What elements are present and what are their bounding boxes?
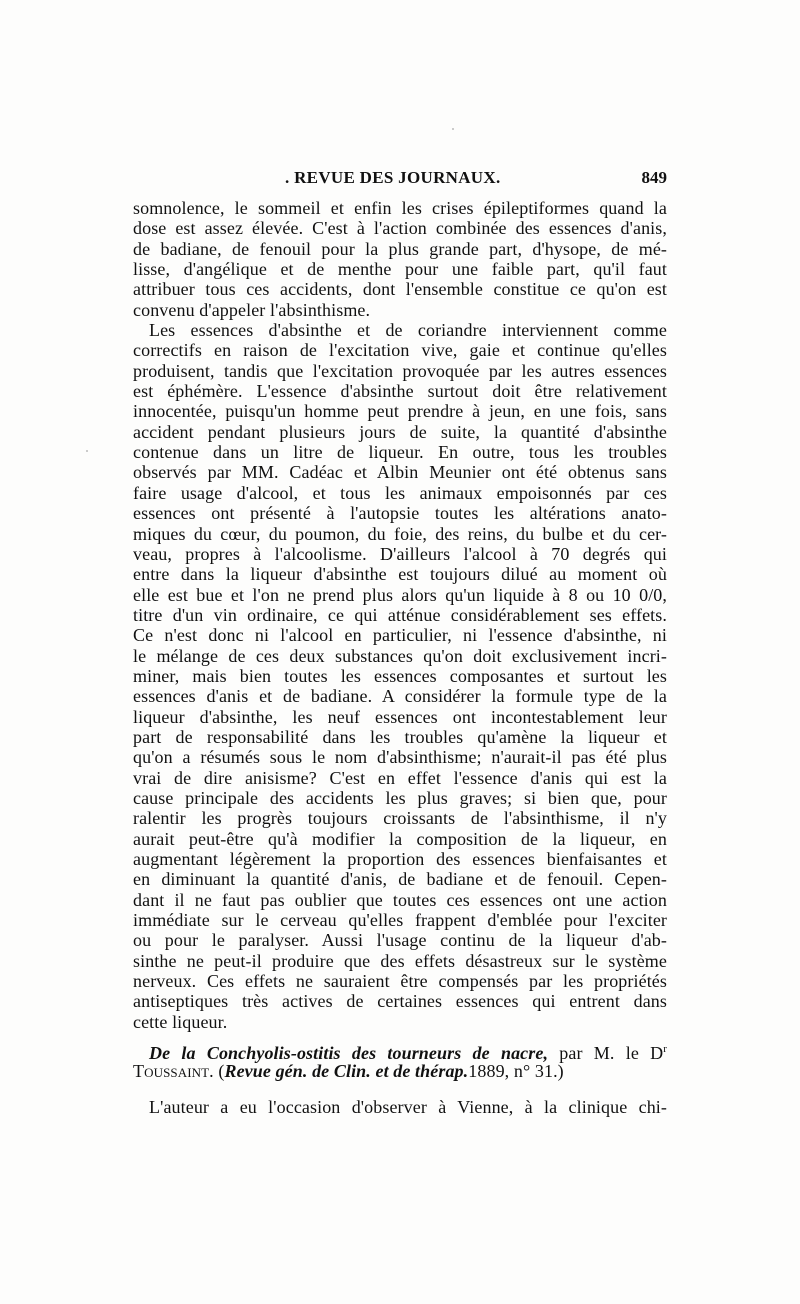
- text-line: miques du cœur, du poumon, du foie, des reins, du bulbe et du cer-: [133, 523, 667, 544]
- text-line: sinthe ne peut-il produire que des effets désastreux sur le système: [133, 950, 667, 971]
- text-line: somnolence, le sommeil et enfin les crises épileptiformes quand la: [133, 198, 667, 218]
- body-paragraphs: [133, 198, 667, 1032]
- text-line: correctifs en raison de l'excitation vive, gaie et continue qu'elles: [133, 340, 667, 361]
- ref-open: (: [213, 1061, 225, 1081]
- article-section: [133, 1038, 667, 1118]
- page-header: [133, 168, 667, 192]
- text-line: antiseptiques très actives de certaines essences qui entrent dans: [133, 991, 667, 1012]
- text-line: cause principale des accidents les plus graves; si bien que, pour: [133, 787, 667, 808]
- text-line: liqueur d'absinthe, les neuf essences ont incontestablement leur: [133, 706, 667, 727]
- text-line: convenu d'appeler l'absinthisme.: [133, 299, 371, 320]
- article-reference-line: [133, 1060, 667, 1082]
- text-line: aurait peut-être qu'à modifier la composition de la liqueur, en: [133, 828, 667, 849]
- text-line: est éphémère. L'essence d'absinthe surtout doit être relativement: [133, 381, 667, 402]
- text-line: entre dans la liqueur d'absinthe est toujours dilué au moment où: [133, 564, 667, 585]
- text-line: contenue dans un litre de liqueur. En outre, tous les troubles: [133, 442, 667, 463]
- text-line: part de responsabilité dans les troubles qu'amène la liqueur et: [133, 726, 667, 747]
- article-title-line: [133, 1038, 667, 1063]
- text-line: le mélange de ces deux substances qu'on doit exclusivement incri-: [133, 645, 667, 666]
- text-line: accident pendant plusieurs jours de suite, la quantité d'absinthe: [133, 421, 667, 442]
- text-line: cette liqueur.: [133, 1011, 228, 1032]
- text-line: nerveux. Ces effets ne sauraient être compensés par les propriétés: [133, 971, 667, 992]
- page-number: 849: [641, 168, 667, 187]
- text-line: miner, mais bien toutes les essences composantes et surtout les: [133, 665, 667, 686]
- text-line: de badiane, de fenouil pour la plus grande part, d'hysope, de mé-: [133, 238, 667, 259]
- running-title: . REVUE DES JOURNAUX.: [285, 168, 501, 187]
- text-line: elle est bue et l'on ne prend plus alors qu'un liquide à 8 ou 10 0/0,: [133, 584, 667, 605]
- journal-name: Revue gén. de Clin. et de thérap.: [224, 1061, 469, 1081]
- text-line: qu'on a résumés sous le nom d'absinthisme; n'aurait-il pas été plus: [133, 747, 667, 768]
- text-line: essences d'anis et de badiane. A considérer la formule type de la: [133, 686, 667, 707]
- text-line: dant il ne faut pas oublier que toutes ces essences ont une action: [133, 889, 667, 910]
- text-line: faire usage d'alcool, et tous les animaux empoisonnés par ces: [133, 482, 667, 503]
- speck-mark: [86, 450, 88, 452]
- text-line: Ce n'est donc ni l'alcool en particulier, ni l'essence d'absinthe, ni: [133, 625, 667, 646]
- text-line: veau, propres à l'alcoolisme. D'ailleurs l'alcool à 70 degrés qui: [133, 543, 667, 564]
- journal-ref: 1889, n° 31.): [468, 1061, 564, 1081]
- article-byline: par M. le D: [548, 1043, 664, 1063]
- text-line: en diminuant la quantité d'anis, de badiane et de fenouil. Cepen-: [133, 869, 667, 890]
- text-line: L'auteur a eu l'occasion d'observer à Vienne, à la clinique chi-: [149, 1097, 667, 1117]
- text-line: augmentant légèrement la proportion des essences bienfaisantes et: [133, 849, 667, 869]
- text-line: observés par MM. Cadéac et Albin Meunier ont été obtenus sans: [133, 462, 667, 483]
- text-line: attribuer tous ces accidents, dont l'ensemble constitue ce qu'on est: [133, 279, 667, 300]
- text-line: titre d'un vin ordinaire, ce qui atténue considérablement ses effets.: [133, 604, 667, 625]
- text-line: vrai de dire anisisme? C'est en effet l'essence d'anis qui est la: [133, 767, 667, 788]
- text-line: ralentir les progrès toujours croissants de l'absinthisme, il n'y: [133, 808, 667, 829]
- text-line: immédiate sur le cerveau qu'elles frappent d'emblée pour l'exciter: [133, 910, 667, 931]
- speck-mark: [452, 128, 454, 130]
- doctor-superscript: r: [663, 1043, 667, 1055]
- article-author: Toussaint.: [133, 1061, 214, 1081]
- text-line: ou pour le paralyser. Aussi l'usage continu de la liqueur d'ab-: [133, 930, 667, 951]
- text-line: Les essences d'absinthe et de coriandre interviennent comme: [149, 320, 667, 341]
- text-line: lisse, d'angélique et de menthe pour une faible part, qu'il faut: [133, 259, 667, 280]
- article-title: De la Conchyolis-ostitis des tourneurs de nacre,: [149, 1043, 549, 1063]
- text-line: dose est assez élevée. C'est à l'action combinée des essences d'anis,: [133, 218, 667, 239]
- text-line: essences ont présenté à l'autopsie toutes les altérations anato-: [133, 503, 667, 524]
- text-line: innocentée, puisqu'un homme peut prendre à jeun, en une fois, sans: [133, 401, 667, 422]
- paragraph-gap: [133, 1082, 667, 1096]
- text-line: produisent, tandis que l'excitation provoquée par les autres essences: [133, 360, 667, 381]
